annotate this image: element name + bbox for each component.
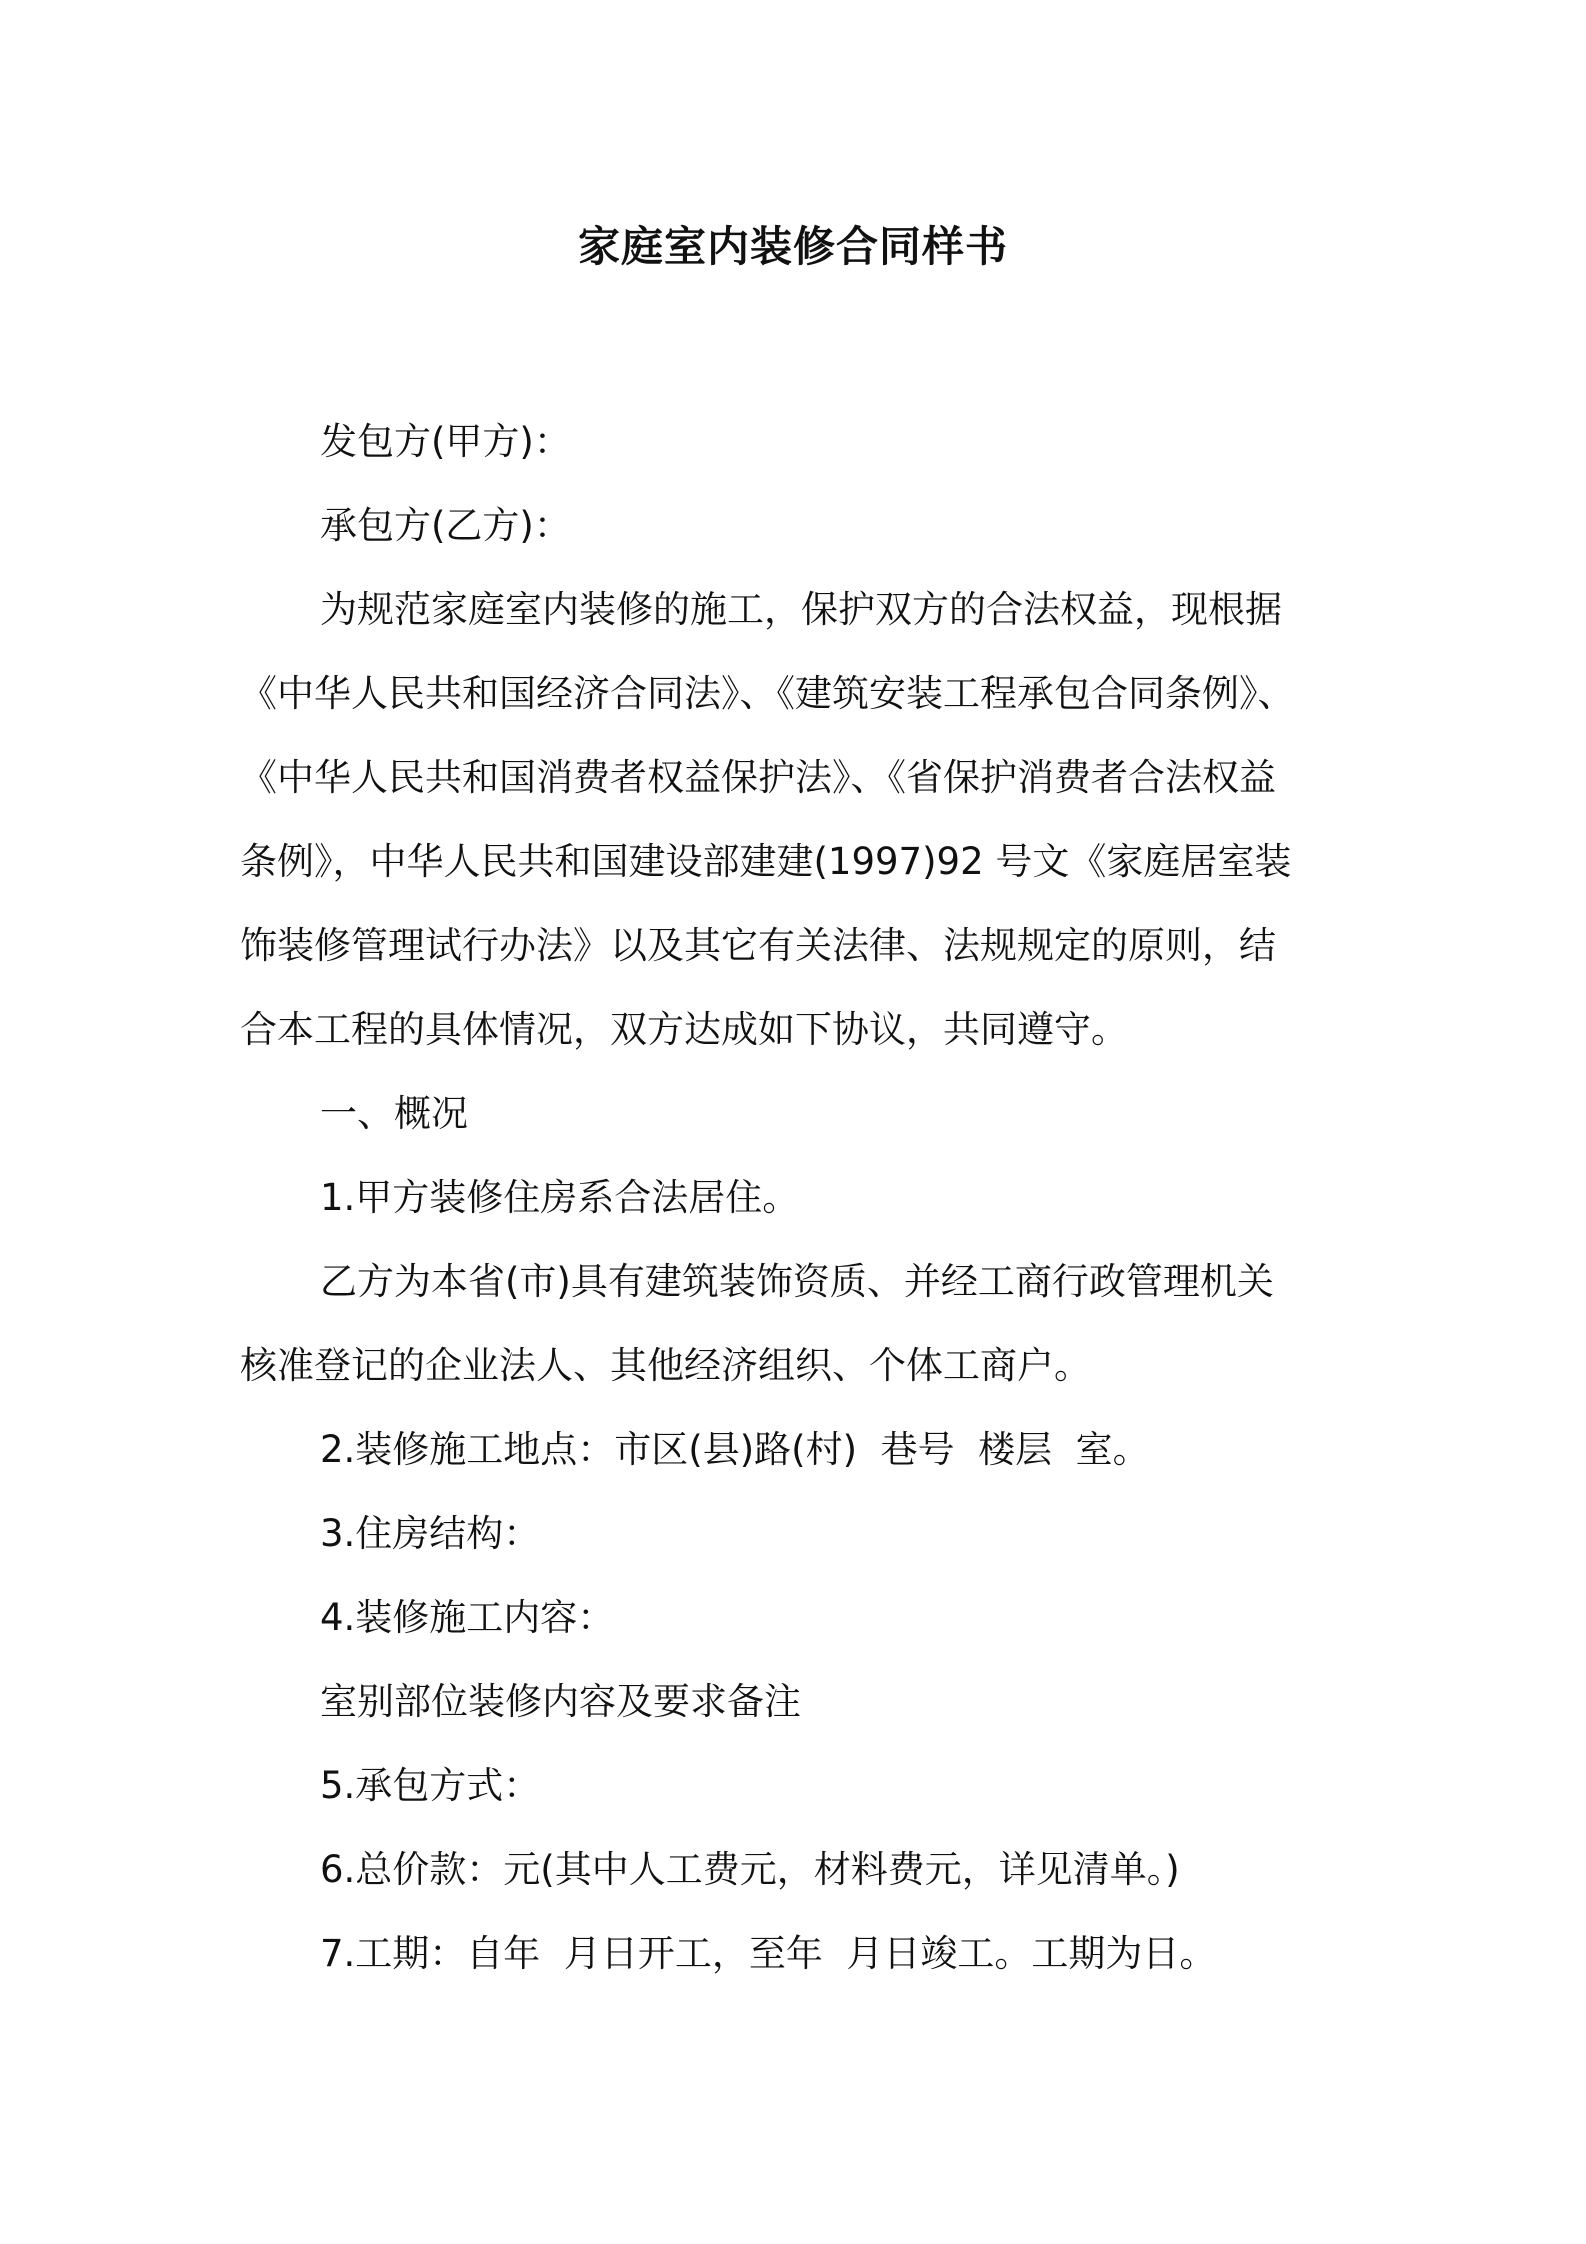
clause-1-line-3: 核准登记的企业法人、其他经济组织、个体工商户。: [240, 1344, 1091, 1387]
party-a-line: 发包方(甲方)：: [320, 420, 571, 463]
preamble-line-6: 合本工程的具体情况，双方达成如下协议，共同遵守。: [240, 1008, 1128, 1051]
preamble-line-1: 为规范家庭室内装修的施工，保护双方的合法权益，现根据: [320, 588, 1282, 631]
preamble-line-5: 饰装修管理试行办法》以及其它有关法律、法规规定的原则，结: [240, 924, 1276, 967]
clause-1-line-1: 1.甲方装修住房系合法居住。: [320, 1176, 800, 1219]
clause-2-address: 2.装修施工地点：市区(县)路(村) 巷号 楼层 室。: [320, 1428, 1150, 1471]
clause-4-content: 4.装修施工内容：: [320, 1596, 615, 1639]
clause-6-price: 6.总价款：元(其中人工费元，材料费元，详见清单。): [320, 1848, 1180, 1891]
clause-3-structure: 3.住房结构：: [320, 1512, 541, 1555]
clause-1-line-2: 乙方为本省(市)具有建筑装饰资质、并经工商行政管理机关: [320, 1260, 1274, 1303]
party-b-line: 承包方(乙方)：: [320, 504, 571, 547]
document-title: 家庭室内装修合同样书: [577, 222, 1008, 271]
clause-7-schedule: 7.工期：自年 月日开工，至年 月日竣工。工期为日。: [320, 1932, 1217, 1975]
preamble-line-4: 条例》，中华人民共和国建设部建建(1997)92 号文《家庭居室装: [240, 840, 1292, 883]
section-heading-overview: 一、概况: [320, 1092, 468, 1135]
preamble-line-3: 《中华人民共和国消费者权益保护法》、《省保护消费者合法权益: [240, 756, 1276, 799]
clause-5-method: 5.承包方式：: [320, 1764, 541, 1807]
document-body: [240, 400, 1360, 1996]
preamble-line-2: 《中华人民共和国经济合同法》、《建筑安装工程承包合同条例》、: [240, 672, 1295, 715]
clause-4-table-header: 室别部位装修内容及要求备注: [320, 1680, 801, 1723]
